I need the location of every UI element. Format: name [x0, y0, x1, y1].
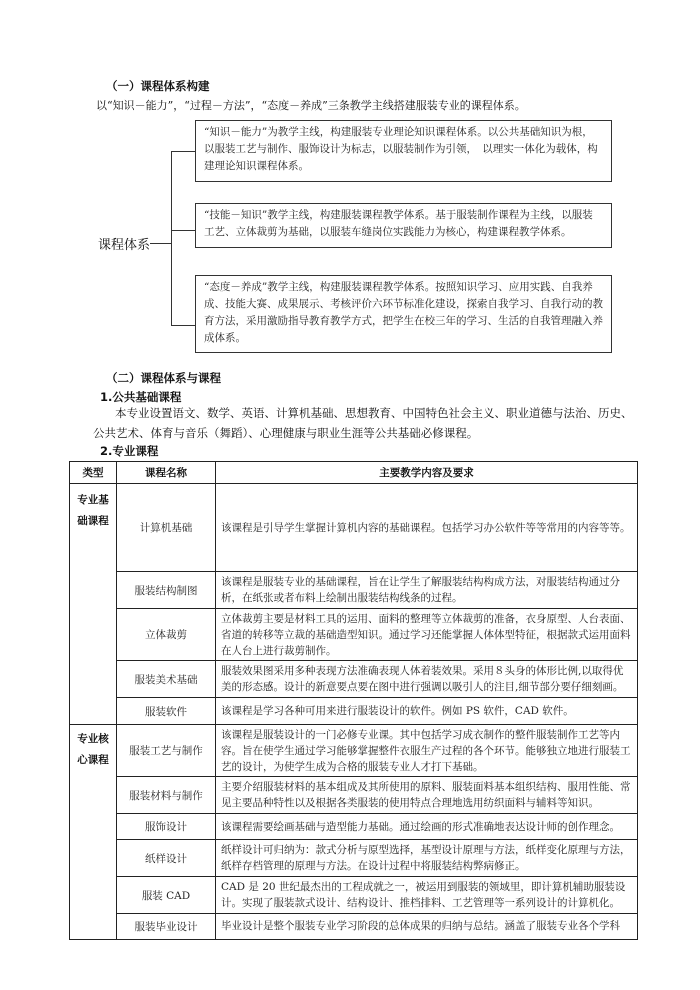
course-name: 计算机基础	[117, 484, 216, 572]
table-row	[70, 814, 638, 840]
table-row	[70, 877, 638, 914]
curriculum-box-attitude	[195, 275, 612, 353]
course-desc: CAD 是 20 世纪最杰出的工程成就之一，被运用到服装的领域里，即计算机辅助服装设计。实现了服装款式设计、结构设计、推档排料、工艺管理等一系列设计的计算机化。	[216, 877, 638, 914]
course-name: 服装软件	[117, 698, 216, 725]
type-line: 专业基	[77, 494, 109, 506]
course-desc: 纸样设计可归纳为：款式分析与原型选择，基型设计原理与方法，纸样变化原理与方法，纸样存档管理的原理与方法。在设计过程中将服装结构弊病修正。	[216, 840, 638, 877]
header-content: 主要教学内容及要求	[216, 462, 638, 484]
header-type: 类型	[70, 462, 117, 484]
curriculum-box-text: “知识－能力”为教学主线，构建服装专业理论知识课程体系。以公共基础知识为根，以服装工艺与制作、服饰设计为标志，以服装制作为引领， 以理实一体化为载体，构建理论知识课程体系。	[204, 126, 598, 172]
course-desc: 立体裁剪主要是材料工具的运用、面料的整理等立体裁剪的准备，衣身原型、人台表面、省道的转移等立裁的基础造型知识。通过学习还能掌握人体体型特征，根据款式运用面料在人台上进行裁剪制作。	[216, 609, 638, 661]
bracket-vertical	[171, 151, 172, 326]
table-row	[70, 914, 638, 940]
bracket-arm-1	[171, 151, 195, 152]
course-name: 服装结构制图	[117, 572, 216, 609]
course-desc: 毕业设计是整个服装专业学习阶段的总体成果的归纳与总结。涵盖了服装专业各个学科	[216, 914, 638, 940]
course-desc: 该课程是服装专业的基础课程，旨在让学生了解服装结构构成方法，对服装结构通过分析，在纸张或者布料上绘制出服装结构线条的过程。	[216, 572, 638, 609]
table-row	[70, 661, 638, 698]
table-row	[70, 725, 638, 777]
table-row	[70, 484, 638, 572]
bracket-connector	[150, 243, 172, 244]
course-name: 立体裁剪	[117, 609, 216, 661]
course-name: 纸样设计	[117, 840, 216, 877]
course-name: 服装美术基础	[117, 661, 216, 698]
bracket-arm-3	[171, 325, 195, 326]
curriculum-box-skill	[195, 203, 612, 248]
section1-intro: 以“知识－能力”，“过程－方法”，“态度－养成”三条教学主线搭建服装专业的课程体系。	[96, 99, 526, 112]
type-cell-core	[70, 725, 117, 940]
course-desc: 该课程需要绘画基础与造型能力基础。通过绘画的形式准确地表达设计师的创作理念。	[216, 814, 638, 840]
table-row	[70, 698, 638, 725]
curriculum-box-text: “技能－知识”教学主线，构建服装课程教学体系。基于服装制作课程为主线，以服装工艺、立体裁剪为基础，以服装车缝岗位实践能力为核心，构建课程教学体系。	[204, 209, 593, 238]
header-course-name: 课程名称	[117, 462, 216, 484]
table-row	[70, 840, 638, 877]
section2-title: （二）课程体系与课程	[106, 371, 221, 385]
table-row	[70, 777, 638, 814]
course-name: 服装工艺与制作	[117, 725, 216, 777]
public-courses-title: 1.公共基础课程	[100, 390, 182, 404]
curriculum-box-text: “态度－养成”教学主线，构建服装课程教学体系。按照知识学习、应用实践、自我养成、技能大赛、成果展示、考核评价六环节标准化建设，探索自我学习、自我行动的教育方法，采用激励指导教育教学方式，把学生在校三年的学习、生活的自我管理融入养成体系。	[204, 281, 603, 344]
section1-title: （一）课程体系构建	[106, 79, 210, 93]
course-desc: 该课程是引导学生掌握计算机内容的基础课程。包括学习办公软件等等常用的内容等等。	[216, 484, 638, 572]
course-name: 服装材料与制作	[117, 777, 216, 814]
course-name: 服装 CAD	[117, 877, 216, 914]
type-line: 础课程	[77, 515, 109, 527]
course-desc: 该课程是学习各种可用来进行服装设计的软件。例如 PS 软件，CAD 软件。	[216, 698, 638, 725]
bracket-arm-2	[171, 230, 195, 231]
table-row	[70, 609, 638, 661]
table-header-row	[70, 462, 638, 484]
curriculum-box-knowledge	[195, 120, 612, 182]
course-desc: 主要介绍服装材料的基本组成及其所使用的原料、服装面料基本组织结构、服用性能、常见主要品种特性以及根据各类服装的使用特点合理地选用纺织面料与辅料等知识。	[216, 777, 638, 814]
type-cell-foundation	[70, 484, 117, 725]
type-line: 心课程	[77, 754, 109, 766]
major-courses-title: 2.专业课程	[100, 444, 159, 458]
course-name: 服装毕业设计	[117, 914, 216, 940]
public-courses-text: 本专业设置语文、数学、英语、计算机基础、思想教育、中国特色社会主义、职业道德与法治、历史、公共艺术、体育与音乐（舞蹈）、心理健康与职业生涯等公共基础必修课程。	[93, 406, 633, 440]
course-desc: 服装效果图采用多种表现方法准确表现人体着装效果。采用８头身的体形比例,以取得优美的形态感。设计的新意要点要在图中进行强调以吸引人的注目,细节部分要仔细刻画。	[216, 661, 638, 698]
course-name: 服饰设计	[117, 814, 216, 840]
type-line: 专业核	[77, 733, 109, 745]
course-desc: 该课程是服装设计的一门必修专业课。其中包括学习成衣制作的整件服装制作工艺等内容。旨在使学生通过学习能够掌握整件衣服生产过程的各个环节。能够独立地进行服装工艺的设计，为使学生成为合格的服装专业人才打下基础。	[216, 725, 638, 777]
table-row	[70, 572, 638, 609]
diagram-label: 课程体系	[98, 238, 151, 253]
course-table	[69, 461, 638, 940]
